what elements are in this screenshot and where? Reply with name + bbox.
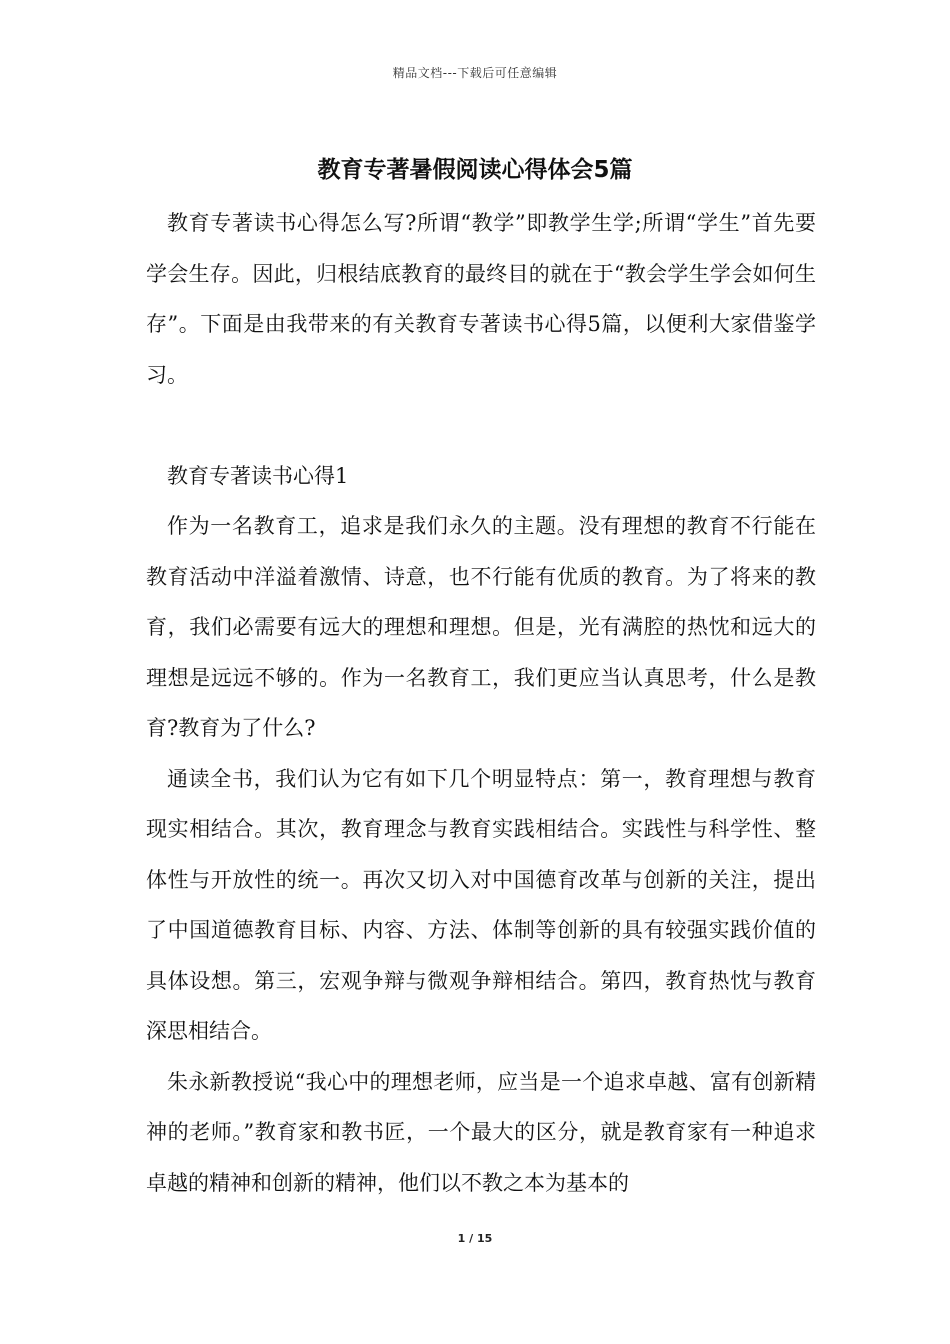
page-number: 1 / 15 (457, 1232, 493, 1245)
header-note: 精品文档---下载后可任意编辑 (392, 66, 558, 80)
document-body (146, 198, 816, 1208)
section-heading: 教育专著读书心得1 (167, 463, 349, 488)
paragraph-spacer (146, 400, 816, 451)
body-paragraph: 通读全书，我们认为它有如下几个明显特点：第一，教育理想与教育现实相结合。其次，教育理念与教育实践相结合。实践性与科学性、整体性与开放性的统一。再次又切入对中国德育改革与创新的关注，提出了中国道德教育目标、内容、方法、体制等创新的具有较强实践价值的具体设想。第三，宏观争辩与微观争辩相结合。第四，教育热忱与教育深思相结合。 (146, 766, 816, 1043)
body-paragraph: 朱永新教授说“我心中的理想老师，应当是一个追求卓越、富有创新精神的老师。”教育家和教书匠，一个最大的区分，就是教育家有一种追求卓越的精神和创新的精神，他们以不教之本为基本的 (146, 1069, 816, 1195)
body-paragraph: 作为一名教育工，追求是我们永久的主题。没有理想的教育不行能在教育活动中洋溢着激情、诗意，也不行能有优质的教育。为了将来的教育，我们必需要有远大的理想和理想。但是，光有满腔的热忱和远大的理想是远远不够的。作为一名教育工，我们更应当认真思考，什么是教育?教育为了什么? (146, 514, 816, 740)
intro-paragraph: 教育专著读书心得怎么写?所谓“教学”即教学生学;所谓“学生”首先要学会生存。因此，归根结底教育的最终目的就在于“教会学生学会如何生存”。下面是由我带来的有关教育专著读书心得5篇，以便利大家借鉴学习。 (146, 211, 816, 387)
document-title: 教育专著暑假阅读心得体会5篇 (317, 157, 633, 183)
